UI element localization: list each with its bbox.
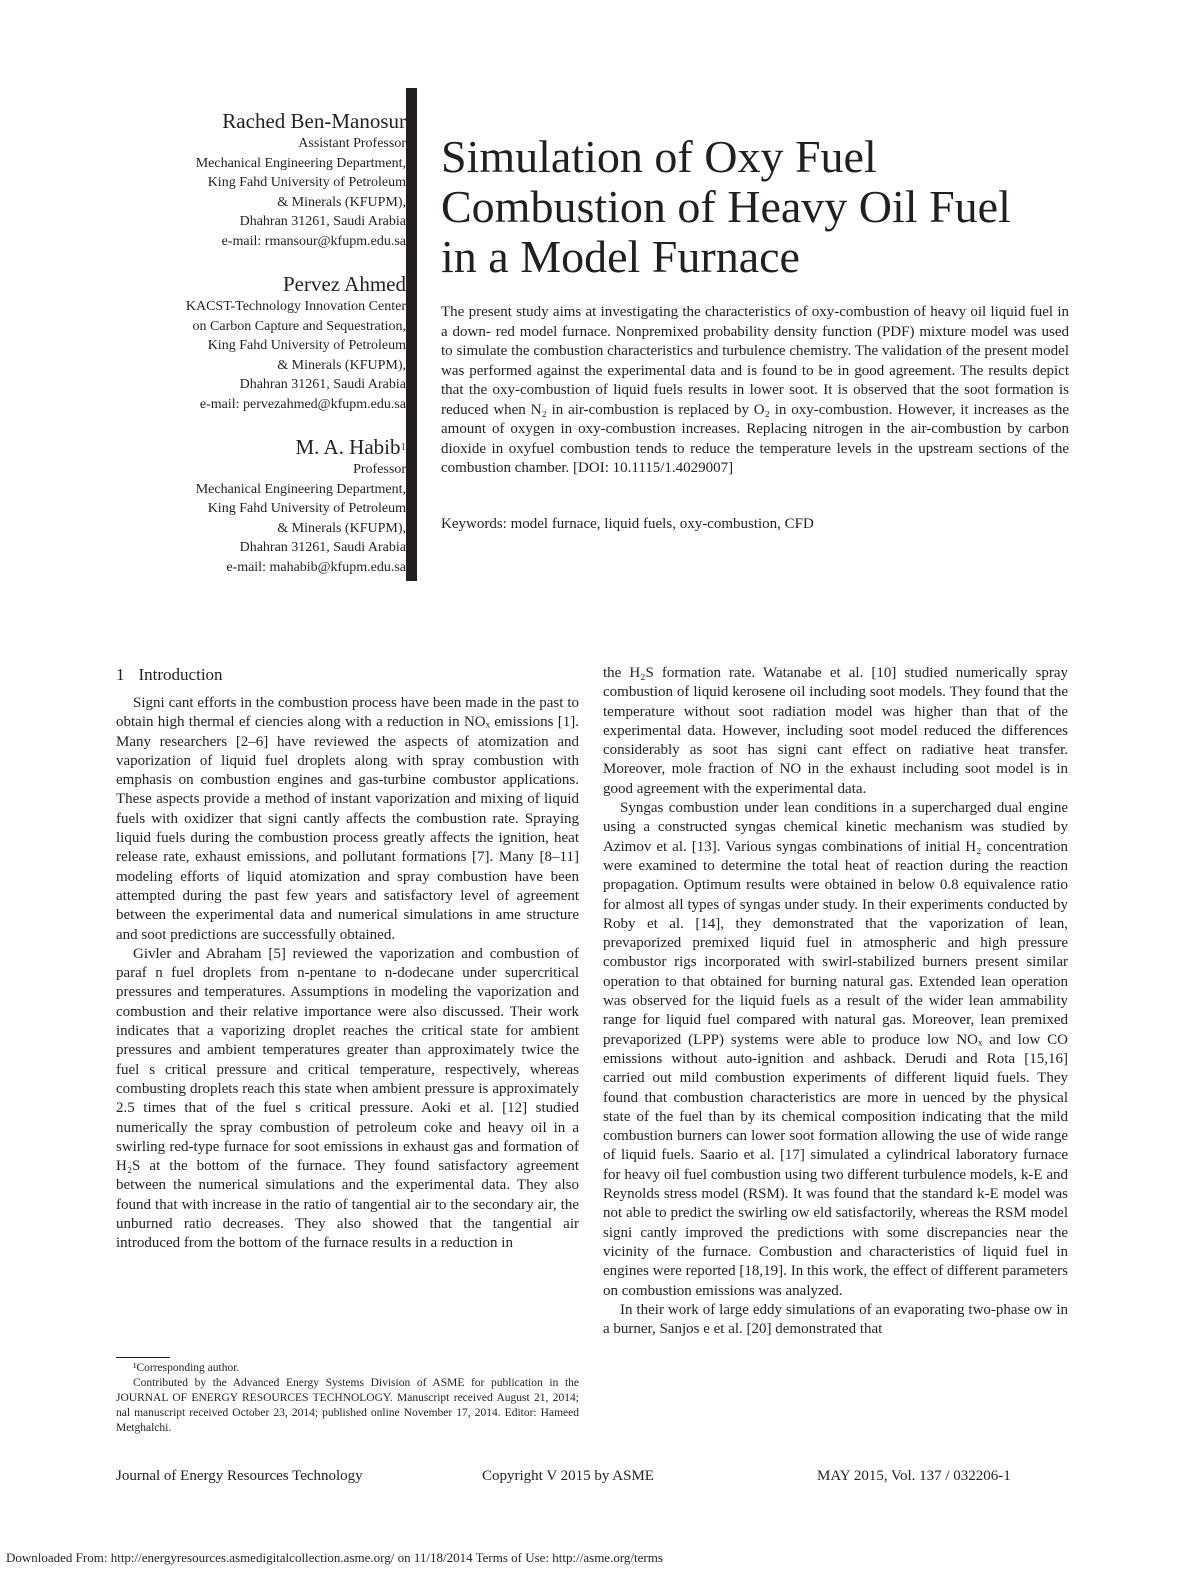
author-3 [160,434,406,577]
footer-issue: MAY 2015, Vol. 137 / 032206-1 [817,1468,1011,1484]
author-affiliation: & Minerals (KFUPM), [277,357,406,373]
section-title: Introduction [138,665,223,684]
author-affiliation: Mechanical Engineering Department, [195,155,406,171]
paragraph: Signi cant efforts in the combustion process have been made in the past to obtain high thermal ef ciencies along with a reduction in NOₓ emissions [1]. Many researchers [2–6] have reviewed the aspects of atomization and vaporization of liquid fuel droplets along with spray combustion with emphasis on combustion engines and gas-turbine combustor applications. These aspects provide a method of instant vaporization and mixing of liquid fuels with oxidizer that signi cantly affects the combustion rate. Spraying liquid fuels during the combustion process greatly affects the ignition, heat release rate, exhaust emissions, and pollutant formations [7]. Many [8–11] modeling efforts of liquid atomization and spray combustion have been attempted during the past few years and satisfactory level of agreement between the experimental data and numerical simulations in ame structure and soot predictions are successfully obtained. [116,695,579,943]
abstract: The present study aims at investigating the characteristics of oxy-combustion of heavy oil liquid fuel in a down- red model furnace. Nonpremixed probability density function (PDF) mixture model was used to simulate the combustion characteristics and turbulence chemistry. The validation of the present model was performed against the experimental data and is found to be in good agreement. The results depict that the oxy-combustion of liquid fuels results in lower soot. It is observed that the soot formation is reduced when N₂ in air-combustion is replaced by O₂ in oxy-combustion. However, it increases as the amount of oxygen in oxy-combustion increases. Replacing nitrogen in the air-combustion by carbon dioxide in oxyfuel combustion tends to reduce the temperature levels in the upstream sections of the combustion chamber. [DOI: 10.1115/1.4029007] [441,304,1069,476]
author-title: Professor [353,462,406,477]
author-affiliation: Mechanical Engineering Department, [195,481,406,497]
footnote-rule [116,1357,170,1358]
title-line: Combustion of Heavy Oil Fuel [441,181,1011,232]
download-notice: Downloaded From: http://energyresources.asmedigitalcollection.asme.org/ on 11/18/2014 Terms of Use: http://asme.org/terms [6,1550,663,1565]
author-affiliation: KACST-Technology Innovation Center [185,299,406,314]
author-email: e-mail: mahabib@kfupm.edu.sa [226,559,406,575]
footnote: ¹Corresponding author. [133,1362,240,1374]
paragraph: Syngas combustion under lean conditions in a supercharged dual engine using a constructed syngas chemical kinetic mechanism was studied by Azimov et al. [13]. Various syngas combinations of initial H₂ concentration were examined to determine the total heat of reaction during the reaction propagation. Optimum results were obtained in below 0.8 equivalence ratio for almost all types of syngas under study. In their experiments conducted by Roby et al. [14], they demonstrated that the vaporization of lean, prevaporized premixed liquid fuel in atmospheric and high pressure combustor rigs incorporated with swirl-stabilized burners present similar operation to that obtained for burning natural gas. Extended lean operation was observed for the liquid fuels as a result of the wider lean ammability range for liquid fuel compared with natural gas. Moreover, lean premixed prevaporized (LPP) systems were able to produce low NOₓ and low CO emissions without auto-ignition and ashback. Derudi and Rota [15,16] carried out mild combustion experiments of different liquid fuels. They found that combustion characteristics are more in uenced by the physical state of the fuel than by its chemical composition indicating that the mild combustion burners can lower soot formation allowing the use of wide range of liquid fuels. Saario et al. [17] simulated a cylindrical laboratory furnace for heavy oil fuel combustion using two different turbulence models, k-E and Reynolds stress model (RSM). It was found that the standard k-E model was not able to predict the swirling ow eld satisfactorily, whereas the RSM model signi cantly improved the predictions with some discrepancies near the vicinity of the furnace. Combustion and characteristics of liquid fuel in engines were reported [18,19]. In this work, the effect of different parameters on combustion emissions was analyzed. [603,800,1068,1299]
author-email: e-mail: rmansour@kfupm.edu.sa [221,233,406,249]
title-line: in a Model Furnace [441,231,800,282]
corresponding-author-marker[interactable]: 1 [400,441,406,453]
author-name: Pervez Ahmed [282,272,406,296]
section-heading [116,664,579,686]
title-line: Simulation of Oxy Fuel [441,131,877,182]
author-name-text: M. A. Habib [295,435,401,459]
author-name: Rached Ben-Manosur [222,109,406,133]
author-affiliation: & Minerals (KFUPM), [277,194,406,210]
paragraph: Givler and Abraham [5] reviewed the vaporization and combustion of paraf n fuel droplets from n-pentane to n-dodecane under supercritical pressures and temperatures. Assumptions in modeling the vaporization and combustion and their relative importance were also discussed. Their work indicates that a vaporizing droplet reaches the critical state for ambient pressures and ambient temperatures greater than approximately twice the fuel s critical pressure and critical temperature, respectively, whereas combusting droplets reach this state when ambient pressure is approximately 2.5 times that of the fuel s critical pressure. Aoki et al. [12] studied numerically the spray combustion of petroleum coke and heavy oil in a swirling red-type furnace for soot emissions in exhaust gas and formation of H₂S at the bottom of the furnace. They found satisfactory agreement between the numerical simulations and the experimental data. They also found that with increase in the ratio of tangential air to the secondary air, the unburned ratio decreases. They also showed that the tangential air introduced from the bottom of the furnace results in a reduction in [116,945,579,1252]
footer-journal: Journal of Energy Resources Technology [116,1468,363,1484]
author-email: e-mail: pervezahmed@kfupm.edu.sa [199,396,406,412]
author-2 [160,271,406,414]
author-address: Dhahran 31261, Saudi Arabia [239,214,406,229]
footnote: Contributed by the Advanced Energy Systems Division of ASME for publication in the JOURNAL OF ENERGY RESOURCES TECHNOLOGY. Manuscript received August 21, 2014; nal manuscript received October 23, 2014; published online November 17, 2014. Editor: Hameed Metghalchi. [116,1377,579,1434]
author-affiliation: & Minerals (KFUPM), [277,520,406,536]
author-title: Assistant Professor [298,136,406,151]
author-affiliation: on Carbon Capture and Sequestration, [192,318,406,334]
author-1 [160,108,406,251]
section-number: 1 [116,665,125,684]
body-column-left [116,664,579,1254]
author-affiliation: King Fahd University of Petroleum [207,501,406,516]
paragraph: In their work of large eddy simulations of an evaporating two-phase ow in a burner, Sanjos e et al. [20] demonstrated that [603,1301,1068,1338]
paper-title [441,132,1141,282]
footer-copyright: Copyright V 2015 by ASME [482,1468,654,1484]
author-name [160,434,406,460]
header-divider-bar [406,88,417,581]
body-column-right [603,664,1068,1339]
keywords: Keywords: model furnace, liquid fuels, oxy-combustion, CFD [441,516,814,532]
paragraph: the H₂S formation rate. Watanabe et al. [10] studied numerically spray combustion of liquid kerosene oil including soot models. They found that the temperature without soot radiation model was higher than that of the experimental data. However, including soot model reduced the differences considerably as soot has signi cant effect on radiative heat transfer. Moreover, mole fraction of NO in the exhaust including soot model is in good agreement with the experimental data. [603,665,1068,797]
author-address: Dhahran 31261, Saudi Arabia [239,377,406,392]
author-block [160,108,406,597]
footnotes [116,1361,579,1436]
author-affiliation: King Fahd University of Petroleum [207,175,406,190]
author-affiliation: King Fahd University of Petroleum [207,338,406,353]
author-address: Dhahran 31261, Saudi Arabia [239,540,406,555]
